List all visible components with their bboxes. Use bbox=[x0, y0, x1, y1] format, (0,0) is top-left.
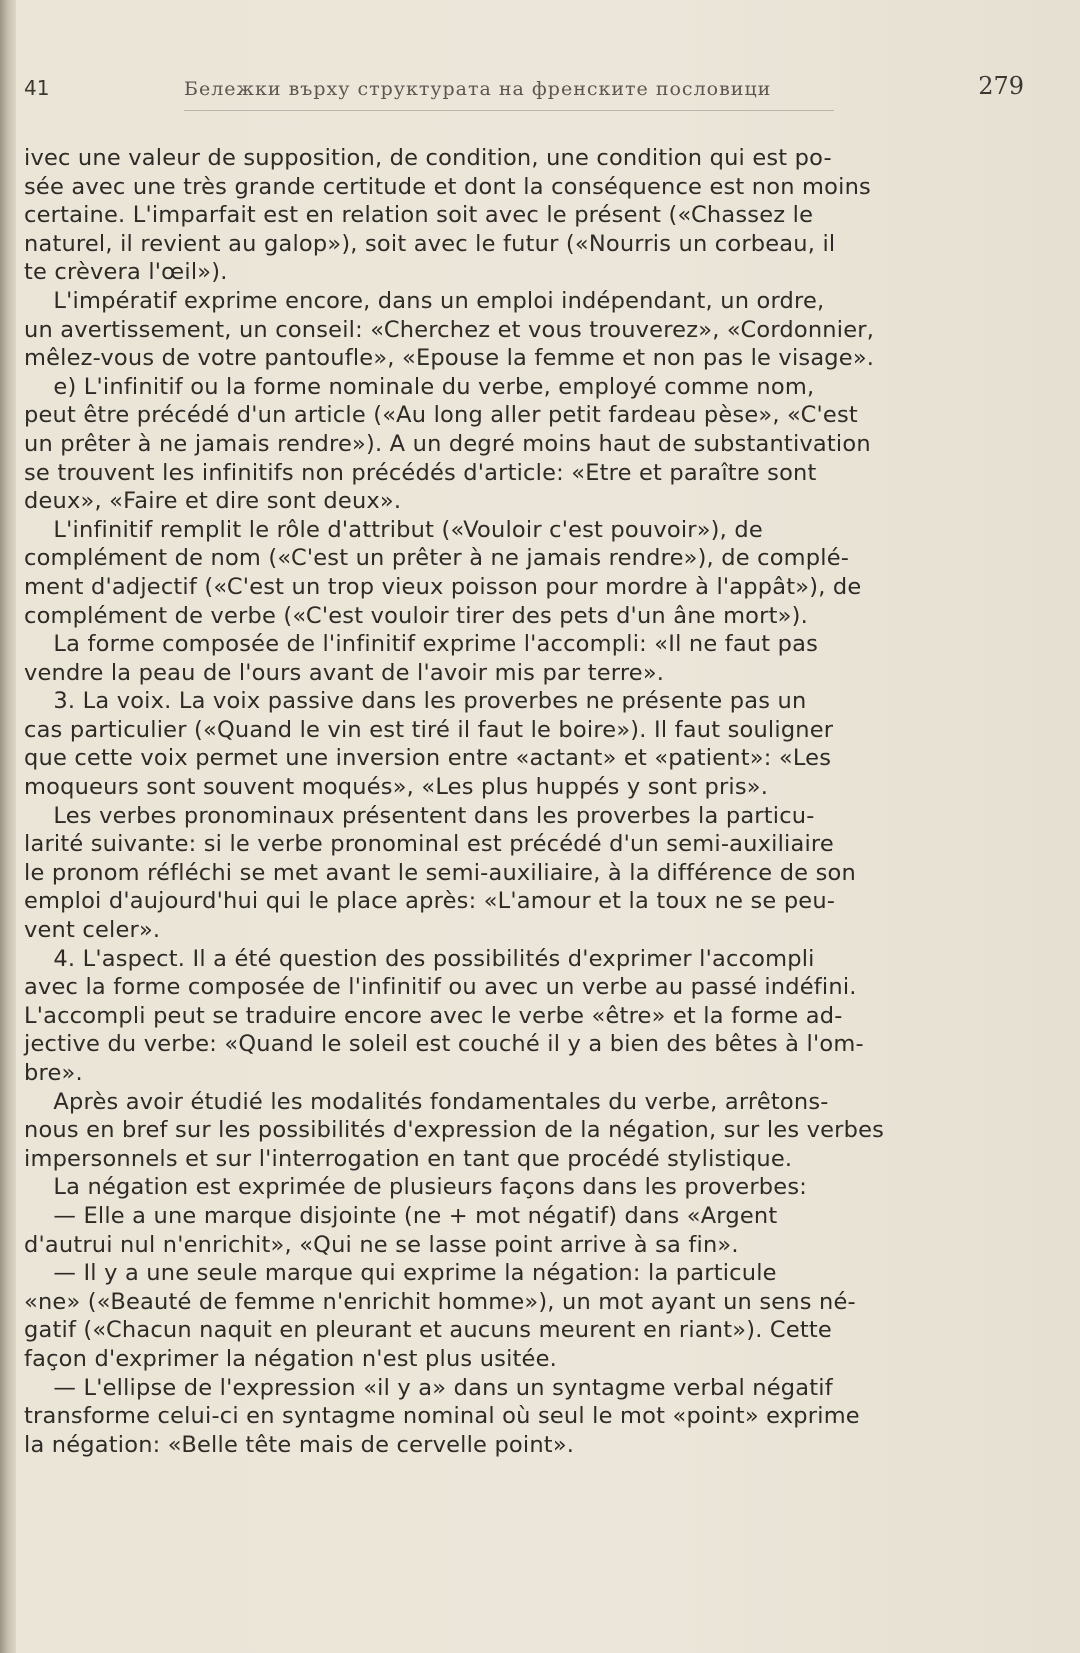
text-line: le pronom réfléchi se met avant le semi-auxiliaire, à la différence de son bbox=[24, 859, 856, 886]
text-line: «ne» («Beauté de femme n'enrichit homme»), un mot ayant un sens né- bbox=[24, 1288, 856, 1315]
text-line: certaine. L'imparfait est en relation soit avec le présent («Chassez le bbox=[24, 202, 814, 229]
text-line: 3. La voix. La voix passive dans les proverbes ne présente pas un bbox=[24, 688, 807, 715]
text-line: peut être précédé d'un article («Au long aller petit fardeau pèse», «C'est bbox=[24, 402, 858, 429]
text-line: L'impératif exprime encore, dans un emploi indépendant, un ordre, bbox=[24, 287, 825, 314]
text-line: — Il y a une seule marque qui exprime la négation: la particule bbox=[24, 1260, 777, 1287]
body-text bbox=[24, 144, 989, 1459]
binding-edge bbox=[0, 0, 16, 1653]
header-rule bbox=[184, 110, 834, 111]
running-header bbox=[24, 70, 1024, 110]
text-line: L'accompli peut se traduire encore avec le verbe «être» et la forme ad- bbox=[24, 1002, 843, 1029]
text-line: L'infinitif remplit le rôle d'attribut («Vouloir c'est pouvoir»), de bbox=[24, 516, 763, 543]
text-line: sée avec une très grande certitude et dont la conséquence est non moins bbox=[24, 173, 871, 200]
text-line: un avertissement, un conseil: «Cherchez et vous trouverez», «Cordonnier, bbox=[24, 316, 875, 343]
text-line: — L'ellipse de l'expression «il y a» dans un syntagme verbal négatif bbox=[24, 1374, 833, 1401]
text-line: que cette voix permet une inversion entre «actant» et «patient»: «Les bbox=[24, 745, 832, 772]
running-title: Бележки върху структурата на френските пословици bbox=[184, 78, 772, 100]
text-line: 4. L'aspect. Il a été question des possibilités d'exprimer l'accompli bbox=[24, 945, 815, 972]
text-line: cas particulier («Quand le vin est tiré il faut le boire»). Il faut souligner bbox=[24, 716, 834, 743]
text-line: larité suivante: si le verbe pronominal est précédé d'un semi-auxiliaire bbox=[24, 831, 834, 858]
text-line: d'autrui nul n'enrichit», «Qui ne se lasse point arrive à sa fin». bbox=[24, 1231, 739, 1258]
text-line: avec la forme composée de l'infinitif ou avec un verbe au passé indéfini. bbox=[24, 974, 857, 1001]
text-line: mêlez-vous de votre pantoufle», «Epouse la femme et non pas le visage». bbox=[24, 345, 875, 372]
text-line: ivec une valeur de supposition, de condition, une condition qui est po- bbox=[24, 145, 832, 171]
text-line: façon d'exprimer la négation n'est plus usitée. bbox=[24, 1345, 557, 1372]
text-line: impersonnels et sur l'interrogation en tant que procédé stylistique. bbox=[24, 1145, 793, 1172]
text-line: un prêter à ne jamais rendre»). A un degré moins haut de substantivation bbox=[24, 430, 871, 457]
text-line: e) L'infinitif ou la forme nominale du verbe, employé comme nom, bbox=[24, 373, 815, 400]
text-line: moqueurs sont souvent moqués», «Les plus huppés y sont pris». bbox=[24, 774, 769, 801]
header-left-number: 41 bbox=[24, 76, 50, 100]
text-line: gatif («Chacun naquit en pleurant et aucuns meurent en riant»). Cette bbox=[24, 1317, 832, 1344]
text-line: vent celer». bbox=[24, 917, 161, 944]
text-line: nous en bref sur les possibilités d'expression de la négation, sur les verbes bbox=[24, 1117, 885, 1144]
text-line: ment d'adjectif («C'est un trop vieux poisson pour mordre à l'appât»), de bbox=[24, 573, 862, 600]
text-line: Les verbes pronominaux présentent dans les proverbes la particu- bbox=[24, 802, 815, 829]
page-number: 279 bbox=[978, 72, 1024, 100]
text-line: La forme composée de l'infinitif exprime l'accompli: «Il ne faut pas bbox=[24, 631, 819, 658]
text-line: La négation est exprimée de plusieurs façons dans les proverbes: bbox=[24, 1174, 808, 1201]
text-line: emploi d'aujourd'hui qui le place après: «L'amour et la toux ne se peu- bbox=[24, 888, 836, 915]
text-line: — Elle a une marque disjointe (ne + mot négatif) dans «Argent bbox=[24, 1202, 778, 1229]
text-line: complément de nom («C'est un prêter à ne jamais rendre»), de complé- bbox=[24, 545, 850, 572]
text-line: deux», «Faire et dire sont deux». bbox=[24, 488, 402, 515]
text-line: complément de verbe («C'est vouloir tirer des pets d'un âne mort»). bbox=[24, 602, 808, 629]
text-line: transforme celui-ci en syntagme nominal où seul le mot «point» exprime bbox=[24, 1403, 860, 1430]
text-line: vendre la peau de l'ours avant de l'avoir mis par terre». bbox=[24, 659, 665, 686]
text-line: jective du verbe: «Quand le soleil est couché il y a bien des bêtes à l'om- bbox=[24, 1031, 864, 1058]
text-line: se trouvent les infinitifs non précédés d'article: «Etre et paraître sont bbox=[24, 459, 817, 486]
text-line: bre». bbox=[24, 1060, 83, 1086]
text-line: Après avoir étudié les modalités fondamentales du verbe, arrêtons- bbox=[24, 1088, 829, 1115]
text-line: la négation: «Belle tête mais de cervelle point». bbox=[24, 1431, 575, 1458]
text-line: naturel, il revient au galop»), soit avec le futur («Nourris un corbeau, il bbox=[24, 230, 836, 257]
text-line: te crèvera l'œil»). bbox=[24, 259, 228, 286]
